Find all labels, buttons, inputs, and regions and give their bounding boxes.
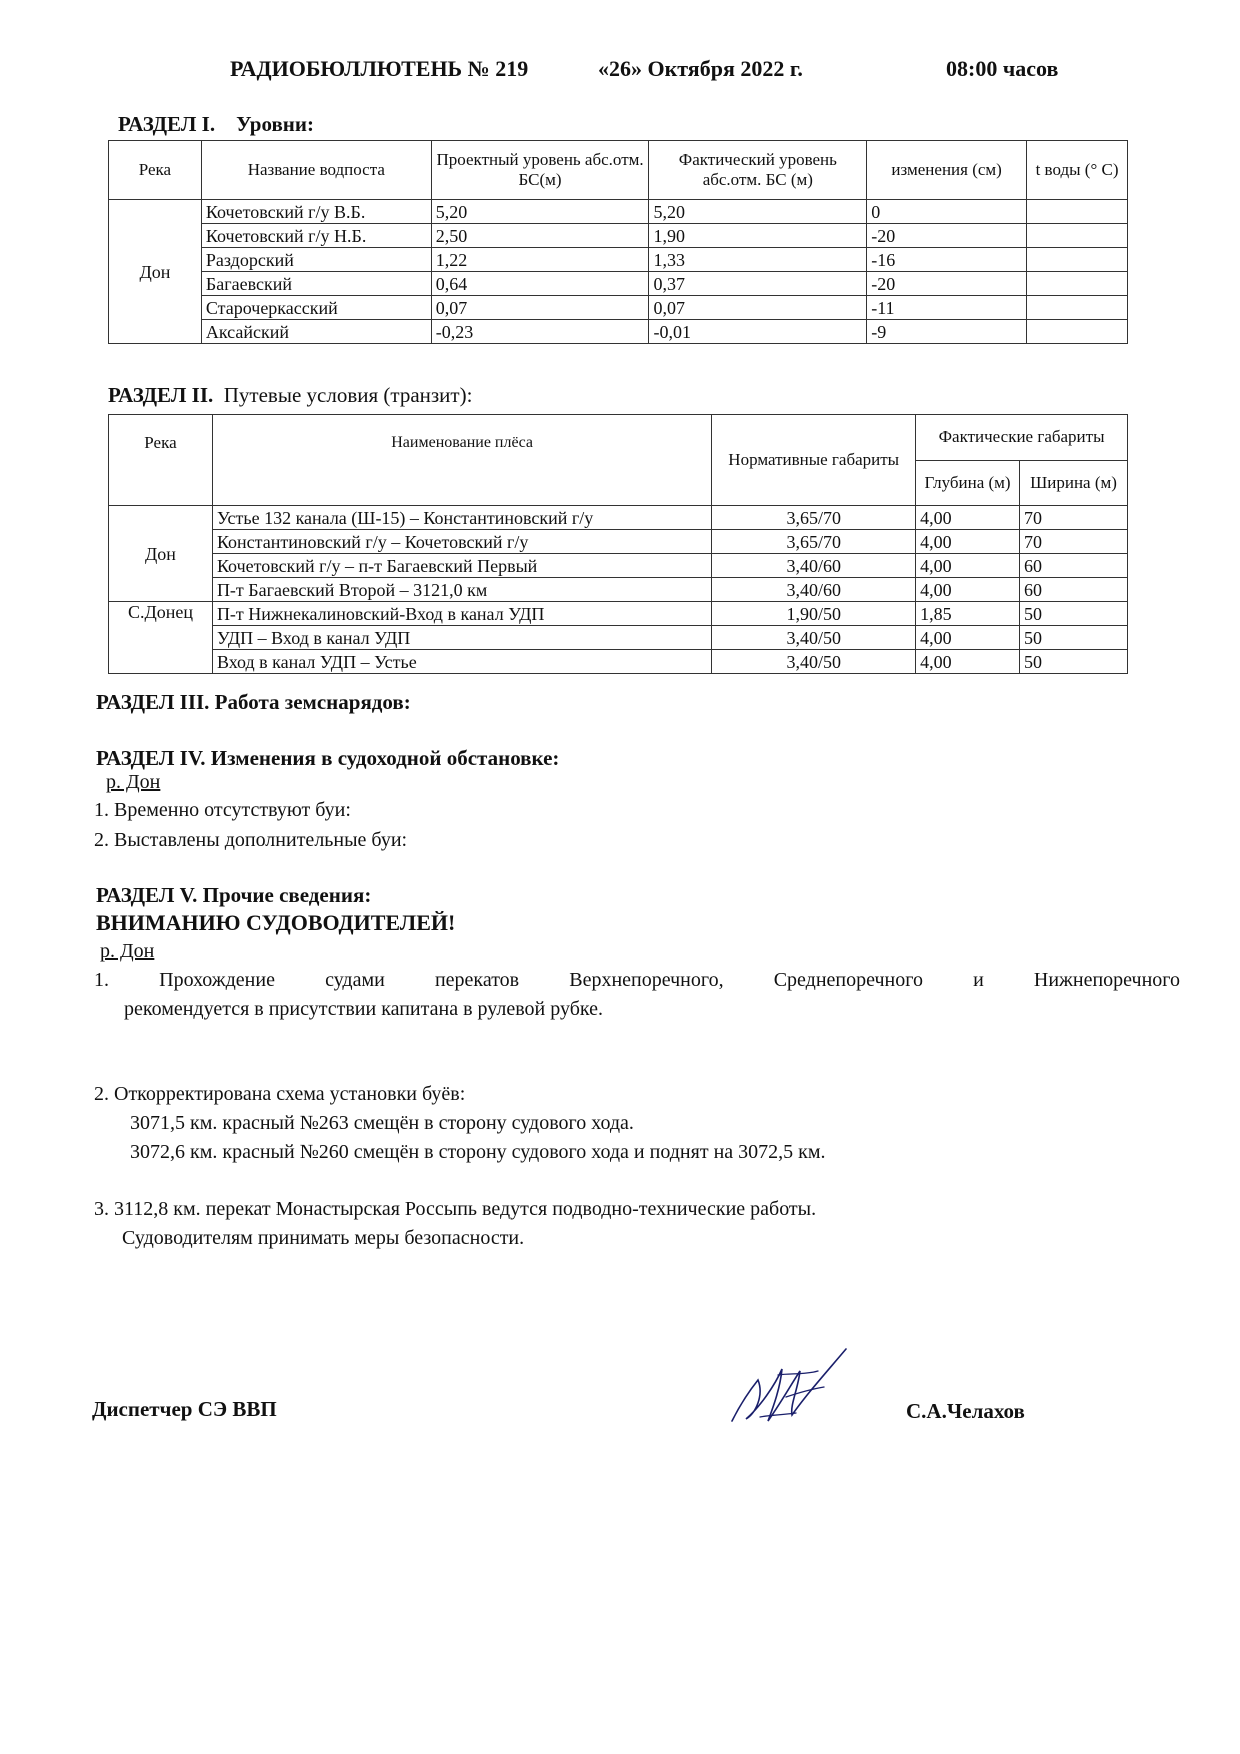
actual-level: 1,90 (649, 224, 867, 248)
actual-width: 60 (1020, 578, 1128, 602)
river-cell: Дон (109, 506, 213, 602)
handwritten-signature (720, 1335, 870, 1435)
actual-depth: 1,85 (916, 602, 1020, 626)
actual-depth: 4,00 (916, 626, 1020, 650)
col-water-temp: t воды (° С) (1027, 141, 1128, 200)
table-row (109, 530, 1128, 554)
notice-3-line-1: 3. 3112,8 км. перекат Монастырская Россыпь ведутся подводно-технические работы. (94, 1198, 817, 1220)
actual-level: 0,07 (649, 296, 867, 320)
actual-width: 70 (1020, 506, 1128, 530)
section2-label: РАЗДЕЛ II. (108, 383, 214, 407)
reach-name: П-т Нижнекалиновский-Вход в канал УДП (212, 602, 711, 626)
reach-name: УДП – Вход в канал УДП (212, 626, 711, 650)
table-row (109, 320, 1128, 344)
section4-river: р. Дон (106, 771, 161, 793)
actual-depth: 4,00 (916, 554, 1020, 578)
table-row (109, 554, 1128, 578)
col-width: Ширина (м) (1020, 460, 1128, 506)
bulletin-time: 08:00 часов (946, 56, 1059, 81)
water-temp (1027, 200, 1128, 224)
col-river: Река (109, 415, 213, 506)
col-river: Река (109, 141, 202, 200)
post-name: Багаевский (201, 272, 431, 296)
reach-name: Константиновский г/у – Кочетовский г/у (212, 530, 711, 554)
actual-depth: 4,00 (916, 506, 1020, 530)
attention-heading: ВНИМАНИЮ СУДОВОДИТЕЛЕЙ! (96, 910, 456, 935)
level-change: -20 (867, 272, 1027, 296)
levels-table (108, 140, 1128, 344)
dispatcher-position: Диспетчер СЭ ВВП (92, 1397, 277, 1421)
post-name: Раздорский (201, 248, 431, 272)
post-name: Кочетовский г/у В.Б. (201, 200, 431, 224)
col-post-name: Название водпоста (201, 141, 431, 200)
norm-dimensions: 3,65/70 (712, 506, 916, 530)
notice-2-line-2: 3071,5 км. красный №263 смещён в сторону судового хода. (130, 1112, 634, 1134)
actual-level: 5,20 (649, 200, 867, 224)
section1-heading: Уровни: (236, 112, 314, 136)
reach-name: Устье 132 канала (Ш-15) – Константиновский г/у (212, 506, 711, 530)
route-conditions-table (108, 414, 1128, 674)
project-level: 0,07 (431, 296, 649, 320)
dispatcher-name: С.А.Челахов (906, 1399, 1025, 1423)
level-change: -11 (867, 296, 1027, 320)
actual-width: 50 (1020, 650, 1128, 674)
section1-title (118, 112, 314, 137)
col-change: изменения (см) (867, 141, 1027, 200)
section5-river: р. Дон (100, 940, 155, 962)
river-cell: Дон (109, 200, 202, 344)
norm-dimensions: 3,40/50 (712, 626, 916, 650)
water-temp (1027, 320, 1128, 344)
reach-name: Вход в канал УДП – Устье (212, 650, 711, 674)
actual-level: 1,33 (649, 248, 867, 272)
reach-name: П-т Багаевский Второй – 3121,0 км (212, 578, 711, 602)
section4-title: РАЗДЕЛ IV. Изменения в судоходной обстановке: (96, 746, 560, 770)
section5-title: РАЗДЕЛ V. Прочие сведения: (96, 883, 372, 907)
project-level: 1,22 (431, 248, 649, 272)
project-level: -0,23 (431, 320, 649, 344)
post-name: Кочетовский г/у Н.Б. (201, 224, 431, 248)
col-reach-name: Наименование плёса (212, 415, 711, 506)
table-row (109, 200, 1128, 224)
route-header-row (109, 415, 1128, 461)
section4-item-2: 2. Выставлены дополнительные буи: (94, 829, 408, 851)
post-name: Старочеркасский (201, 296, 431, 320)
norm-dimensions: 1,90/50 (712, 602, 916, 626)
actual-depth: 4,00 (916, 578, 1020, 602)
reach-name: Кочетовский г/у – п-т Багаевский Первый (212, 554, 711, 578)
water-temp (1027, 272, 1128, 296)
water-temp (1027, 248, 1128, 272)
post-name: Аксайский (201, 320, 431, 344)
water-temp (1027, 224, 1128, 248)
table-row (109, 650, 1128, 674)
water-temp (1027, 296, 1128, 320)
notice-1-line-1: 1. Прохождение судами перекатов Верхнепоречного, Среднепоречного и Нижнепоречного (94, 969, 1180, 991)
notice-3-line-2: Судоводителям принимать меры безопасности. (122, 1227, 525, 1249)
actual-level: -0,01 (649, 320, 867, 344)
section3-title: РАЗДЕЛ III. Работа земснарядов: (96, 690, 411, 714)
actual-width: 70 (1020, 530, 1128, 554)
notice-1-line-2: рекомендуется в присутствии капитана в рулевой рубке. (124, 998, 603, 1020)
bulletin-date: «26» Октября 2022 г. (598, 56, 803, 81)
section2-heading: Путевые условия (транзит): (223, 383, 473, 407)
actual-depth: 4,00 (916, 650, 1020, 674)
actual-level: 0,37 (649, 272, 867, 296)
actual-width: 50 (1020, 626, 1128, 650)
col-norm-dimensions: Нормативные габариты (712, 415, 916, 506)
table-row (109, 296, 1128, 320)
table-row (109, 272, 1128, 296)
table-row (109, 248, 1128, 272)
notice-2-line-1: 2. Откорректирована схема установки буёв: (94, 1083, 466, 1105)
level-change: -9 (867, 320, 1027, 344)
norm-dimensions: 3,65/70 (712, 530, 916, 554)
actual-depth: 4,00 (916, 530, 1020, 554)
col-actual-level: Фактический уровень абс.отм. БС (м) (649, 141, 867, 200)
project-level: 5,20 (431, 200, 649, 224)
project-level: 2,50 (431, 224, 649, 248)
section2-title (108, 383, 472, 408)
norm-dimensions: 3,40/60 (712, 578, 916, 602)
bulletin-number: РАДИОБЮЛЛЮТЕНЬ № 219 (230, 56, 529, 81)
actual-width: 50 (1020, 602, 1128, 626)
table-row (109, 578, 1128, 602)
section4-item-1: 1. Временно отсутствуют буи: (94, 799, 351, 821)
table-row (109, 602, 1128, 626)
level-change: -16 (867, 248, 1027, 272)
project-level: 0,64 (431, 272, 649, 296)
notice-2-line-3: 3072,6 км. красный №260 смещён в сторону судового хода и поднят на 3072,5 км. (130, 1141, 826, 1163)
table-row (109, 224, 1128, 248)
col-actual-dimensions: Фактические габариты (916, 415, 1128, 461)
levels-header-row (109, 141, 1128, 200)
actual-width: 60 (1020, 554, 1128, 578)
norm-dimensions: 3,40/50 (712, 650, 916, 674)
norm-dimensions: 3,40/60 (712, 554, 916, 578)
section1-label: РАЗДЕЛ I. (118, 112, 216, 136)
level-change: 0 (867, 200, 1027, 224)
level-change: -20 (867, 224, 1027, 248)
river-cell: С.Донец (109, 602, 213, 674)
table-row (109, 506, 1128, 530)
col-project-level: Проектный уровень абс.отм. БС(м) (431, 141, 649, 200)
col-depth: Глубина (м) (916, 460, 1020, 506)
table-row (109, 626, 1128, 650)
